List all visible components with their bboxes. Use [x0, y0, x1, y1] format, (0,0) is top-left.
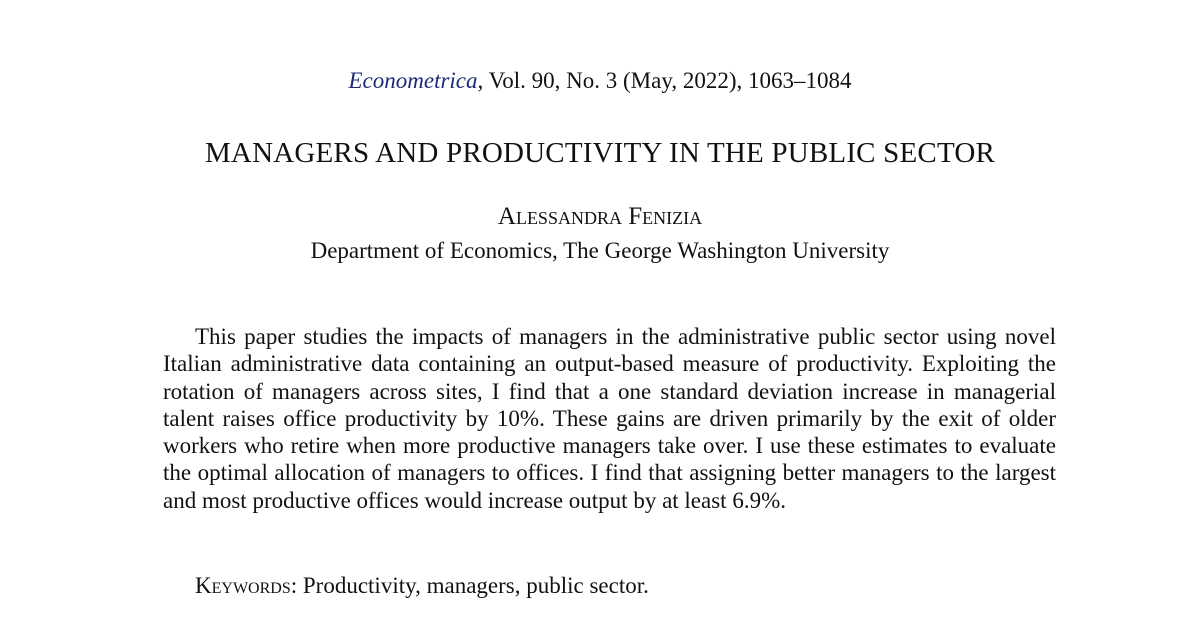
journal-name-link[interactable]: Econometrica [348, 68, 478, 93]
journal-citation [0, 66, 1200, 96]
keywords-line [195, 571, 1055, 601]
abstract-paragraph: This paper studies the impacts of managers in the administrative public sector using novel Italian administrative data containing an output-based measure of productivity. Exploiting the rotation of managers across sites, I find that a one standard deviation increase in managerial talent raises office productivity by 10%. These gains are driven primarily by the exit of older workers who retire when more productive managers take over. I use these estimates to evaluate the optimal allocation of managers to offices. I find that assigning better managers to the largest and most productive offices would increase output by at least 6.9%. [163, 324, 1056, 513]
keywords-label: Keywords [195, 573, 291, 598]
paper-title: MANAGERS AND PRODUCTIVITY IN THE PUBLIC SECTOR [204, 137, 996, 169]
keywords-text: Productivity, managers, public sector. [302, 573, 649, 598]
keywords-separator: : [290, 573, 303, 598]
author-affiliation: Department of Economics, The George Washington University [310, 238, 890, 263]
citation-details: , Vol. 90, No. 3 (May, 2022), 1063–1084 [477, 68, 852, 93]
author-name: Alessandra Fenizia [497, 203, 703, 230]
